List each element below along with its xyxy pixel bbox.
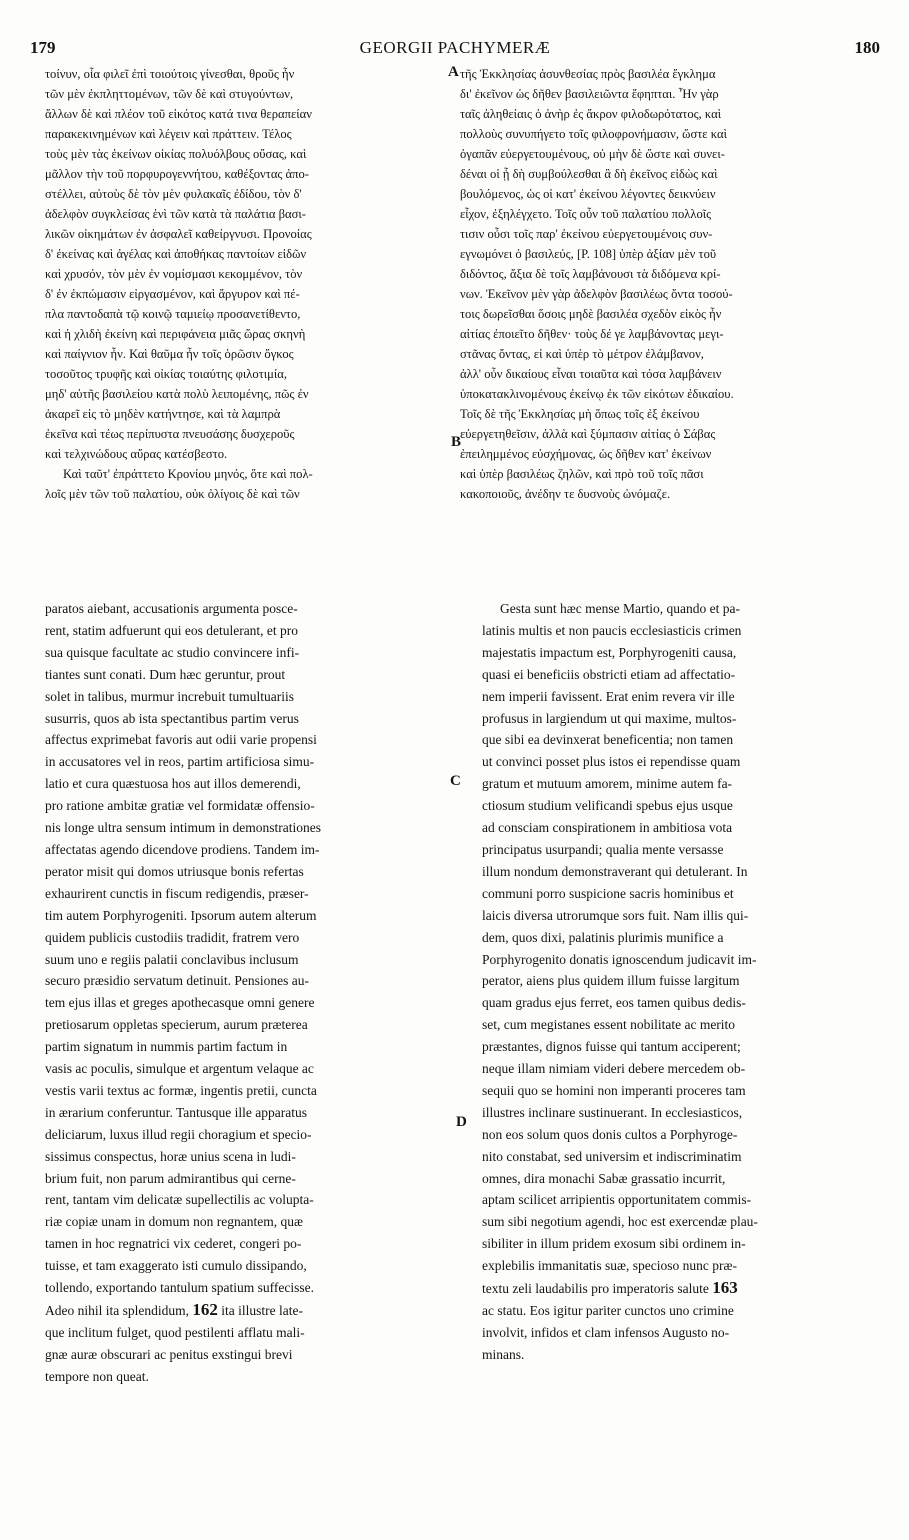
text-line: στᾶνας ὄντας, εἰ καὶ ὑπὲρ τὸ μέτρον ἐλάμβανον, (460, 347, 704, 361)
text-line: principatus usurpandi; qualia mente versasse (482, 841, 724, 857)
text-line: Porphyrogenito donatis ignoscendum judicavit im- (482, 951, 757, 967)
text-line: que sibi ea devinxerat beneficentia; non tamen (482, 732, 734, 748)
text-line: καὶ τελχινώδους αὔρας κατέσβεστο. (45, 447, 228, 461)
text-line: τοις δωρεῖσθαι ὅσοις μηδὲ βασιλέα σχεδὸν εἰκὸς ἦν (460, 307, 722, 321)
text-line: Adeo nihil ita splendidum, 162 ita illustre late- (45, 1300, 303, 1319)
margin-marker-d: D (456, 1114, 467, 1130)
text-line: quidem publicis custodiis tradidit, fratrem vero (45, 929, 300, 945)
text-line: gnæ auræ obscurari ac penitus exstingui brevi (45, 1346, 293, 1362)
text-line: tuisse, et tam exaggerato isti cumulo dissipando, (45, 1258, 307, 1274)
greek-text-right-column (460, 64, 867, 504)
text-line: βουλόμενος, ὡς οἱ κατ' ἐκείνου λέγοντες δεικνύειν (460, 187, 716, 201)
text-line: tem ejus illas et greges apothecasque omni genere (45, 995, 315, 1011)
margin-marker-c: C (450, 773, 461, 789)
original-page-number: 163 (712, 1278, 738, 1298)
text-line: sum sibi negotium agendi, hoc est exercendæ plau- (482, 1214, 758, 1230)
running-title: GEORGII PACHYMERÆ (359, 38, 551, 57)
text-line: πολλοὺς συνυπήγετο τοῖς φιλοφρονήμασιν, ὥστε καὶ (460, 127, 727, 141)
text-line: ac statu. Eos igitur pariter cunctos uno crimine (482, 1303, 734, 1318)
text-line: neque illam nimiam videri debere mercedem ob- (482, 1061, 746, 1077)
text-line: solet in talibus, murmur increbuit tumultuariis (45, 688, 294, 704)
text-line: τοὺς μὲν τὰς ἐκείνων οἰκίας πολυόλβους οὔσας, καὶ (45, 147, 307, 161)
text-line: rent, tantam vim delicatæ supellectilis ac volupta- (45, 1192, 314, 1208)
text-line: brium fuit, non parum admirantibus qui cerne- (45, 1170, 296, 1186)
text-line: τισιν οὖσι τοῖς παρ' ἐκείνου εὐεργετουμένοις συν- (460, 227, 713, 241)
text-line: ὀγαπᾶν εὐεργετουμένους, οὐ μὴν δὲ ὥστε καὶ συνει- (460, 147, 725, 161)
text-line-tail: ita illustre late- (217, 1303, 303, 1318)
text-line: latio et cura quæstuosa hos aut illos demerendi, (45, 776, 301, 792)
text-line: vasis ac poculis, simulque et argentum velaque ac (45, 1061, 314, 1077)
text-line: profusus in largiendum ut qui maxime, multos- (482, 710, 737, 726)
text-line: καὶ ὑπὲρ βασιλέως ζηλῶν, καὶ πρὸ τοῦ τοῖς πᾶσι (460, 467, 704, 481)
text-line: ad consciam conspirationem in ambitiosa vota (482, 820, 733, 836)
text-line: ὑποκατακλινομένους ἐκείνῳ ἐκ τῶν εἰκότων ἐδικαίου. (460, 387, 734, 401)
text-line: ἐκεῖνα καὶ τέως περίπυστα πνευσάσης δυσχεροῦς (45, 427, 295, 441)
text-line: Τοῖς δὲ τῆς Ἐκκλησίας μὴ ὅπως τοῖς ἐξ ἐκείνου (460, 407, 700, 421)
text-line: tollendo, exportando tantulum spatium suffecisse. (45, 1280, 314, 1296)
text-line: paratos aiebant, accusationis argumenta poscе- (45, 601, 298, 616)
text-line: que inclitum fulget, quod pestilenti afflatu mali- (45, 1324, 305, 1340)
text-line: pretiosarum oppletas specierum, aurum præterea (45, 1017, 308, 1033)
text-line: in accusatores vel in reos, partim artificiosa simu- (45, 754, 315, 770)
running-header (30, 38, 880, 62)
text-line: quam gradus ejus ferret, eos tamen quibus dedis- (482, 995, 746, 1011)
text-line: sibiliter in illum pridem exosum sibi ordinem in- (482, 1236, 746, 1252)
text-line: affectatas agendo dicendove prodiens. Tandem im- (45, 841, 320, 857)
text-line: suum uno e regiis palatii conclavibus inclusum (45, 951, 299, 967)
text-line: omnes, dira monachi Sabæ grassatio incurrit, (482, 1170, 726, 1186)
text-line: præstantes, dignos fuisse qui tantum acciperent; (482, 1039, 741, 1055)
greek-text-left-column (45, 64, 445, 504)
page-number-left: 179 (30, 38, 56, 57)
latin-translation-right-column (482, 598, 867, 1366)
text-line: textu zeli laudabilis pro imperatoris salute 163 (482, 1278, 738, 1298)
text-line: riæ copiæ unam in domum non regnantem, quæ (45, 1214, 303, 1230)
text-line: Καὶ ταῦτ' ἐπράττετο Κρονίου μηνός, ὅτε καὶ πολ- (63, 467, 313, 481)
text-line: non eos solum quos donis cultos a Porphyroge- (482, 1126, 738, 1142)
page-number-right: 180 (854, 38, 880, 57)
text-line: quasi ei beneficiis obstricti etiam ad affectatio- (482, 666, 736, 682)
text-line: majestatis impactum est, Porphyrogeniti causa, (482, 644, 737, 660)
text-line: ctiosum studium velificandi spebus ejus usque (482, 798, 733, 814)
text-line: partim signatum in nummis partim factum in (45, 1039, 288, 1055)
text-line: λοῖς μὲν τῶν τοῦ παλατίου, οὐκ ὀλίγοις δὲ καὶ τῶν (45, 487, 300, 501)
text-line: τοίνυν, οἷα φιλεῖ ἐπὶ τοιούτοις γίνεσθαι, θροῦς ἦν (45, 67, 295, 81)
text-line: πλα παντοδαπὰ τῷ κοινῷ ταμιείῳ προσανετίθεντο, (45, 307, 301, 321)
text-line: μᾶλλον τὴν τοῦ πορφυρογεννήτου, καθέξοντας ἀπο- (45, 167, 309, 181)
text-line: sua quisque facultate ac studio convincere infi- (45, 644, 300, 660)
text-line: εὐεργετηθεῖσιν, ἀλλὰ καὶ ξύμπασιν αἰτίας ὁ Σάβας (460, 427, 716, 441)
latin-translation-left-column (45, 598, 450, 1388)
text-line: τῆς Ἐκκλησίας ἀσυνθεσίας πρὸς βασιλέα ἔγκλημα (460, 67, 716, 81)
text-line: dem, quos dixi, palatinis plurimis munifice a (482, 929, 724, 945)
text-line: perator, aiens plus quidem illum fuisse largitum (482, 973, 740, 989)
text-line: communi porro suspicione sacris hominibus et (482, 885, 734, 901)
text-line: διδόντος, ἄξια δὲ τοῖς λαμβάνουσι τὰ διδόμενα κρί- (460, 267, 721, 281)
text-line: susurris, quos ab ista spectantibus partim verus (45, 710, 299, 726)
text-line: nis longe ultra sensum intimum in demonstrationes (45, 820, 321, 836)
text-line: minans. (482, 1346, 525, 1362)
text-line: στέλλει, αὐτοὺς δὲ τὸν μὲν φυλακαῖς ἐδίδου, τὸν δ' (45, 187, 302, 201)
text-line: καὶ ἡ χλιδὴ ἐκείνη καὶ περιφάνεια μιᾶς ὥρας σκηνὴ (45, 327, 306, 341)
text-line: ut convinci posset plus istos ei rependisse quam (482, 754, 741, 770)
text-line: τῶν μὲν ἐκπληττομένων, τῶν δὲ καὶ στυγούντων, (45, 87, 294, 101)
text-line: sissimus conspectus, horæ unius scena in ludi- (45, 1148, 296, 1164)
text-line: δέναι οἱ ᾗ δὴ συμβούλεσθαι ἃ δὴ ἐκεῖνος εἰδὼς καὶ (460, 167, 718, 181)
text-line: vestis varii textus ac formæ, ingentis pretii, cuncta (45, 1082, 317, 1098)
text-line: ἀλλ' οὖν δικαίους εἶναι τοιαῦτα καὶ τόσα λαμβάνειν (460, 367, 722, 381)
text-line: παρακεκινημένων καὶ λέγειν καὶ πράττειν. Τέλος (45, 127, 292, 141)
text-line: laicis diversa utrorumque sors fuit. Nam illis qui- (482, 907, 749, 923)
text-line: aptam scilicet arripientis opportunitatem commis- (482, 1192, 752, 1208)
text-line: εἶχον, ἐξηλέγχετο. Τοῖς οὖν τοῦ παλατίου πολλοῖς (460, 207, 712, 221)
text-line: καὶ παίγνιον ἦν. Καὶ θαῦμα ἦν τοῖς ὁρῶσιν ὄγκος (45, 347, 294, 361)
text-line: ἀκαρεῖ εἰς τὸ μηδὲν κατήντησε, καὶ τὰ λαμπρὰ (45, 407, 281, 421)
text-line: νων. Ἐκεῖνον μὲν γὰρ ἀδελφὸν βασιλέως ὄντα τοσού- (460, 287, 733, 301)
text-line: sequii quo se homini non imperanti proceres tam (482, 1082, 746, 1098)
text-line: exhaurirent cunctis in fiscum redigendis, præser- (45, 885, 309, 901)
text-line: perator misit qui domos utriusque bonis refertas (45, 863, 304, 879)
text-line: nito constabat, sed universim et indiscriminatim (482, 1148, 742, 1164)
text-line: tamen in hoc regnatrici vix cederet, congeri po- (45, 1236, 302, 1252)
text-line: latinis multis et non paucis ecclesiasticis crimen (482, 622, 742, 638)
text-line: μηδ' αὐτῆς βασιλείου κατὰ πολὺ λειπομένης, πῶς ἐν (45, 387, 309, 401)
text-line: λικῶν οἰκημάτων ἐν ἀσφαλεῖ καθείργνυσι. Προνοίας (45, 227, 312, 241)
text-line: τοσοῦτος τρυφῆς καὶ οἰκίας τοιαύτης φιλοτιμία, (45, 367, 288, 381)
text-line: καὶ χρυσόν, τὸν μὲν ἐν νομίσμασι κεκομμένον, τὸν (45, 267, 303, 281)
text-line: ἀδελφὸν συγκλείσας ἑνὶ τῶν κατὰ τὰ παλάτια βασι- (45, 207, 306, 221)
text-line: ταῖς ἀληθείαις ὁ ἀνὴρ ἐς ἄκρον φιλοδωρότατος, καὶ (460, 107, 722, 121)
text-line: pro ratione ambitæ gratiæ vel formidatæ offensio- (45, 798, 315, 814)
text-line: Gesta sunt hæc mense Martio, quando et pa- (500, 601, 740, 616)
text-line: κακοποιοῦς, ἀνέδην τε δυσνοὺς ὠνόμαζε. (460, 487, 671, 501)
text-line: illum nondum demonstraverant qui detulerant. In (482, 863, 748, 879)
text-line: ἄλλων δὲ καὶ πλέον τοῦ εἰκότος κατά τινα θεραπείαν (45, 107, 312, 121)
text-line: ἐπειλημμένος εὐσχήμονας, ὡς δῆθεν κατ' ἐκείνων (460, 447, 712, 461)
text-line: deliciarum, luxus illud regii choragium et specio- (45, 1126, 312, 1142)
text-line: εγνωμόνει ὁ βασιλεύς, [P. 108] ὑπὲρ ἀξίαν μὲν τοῦ (460, 247, 717, 261)
text-line: illustres inclinare sustinuerant. In ecclesiasticos, (482, 1104, 743, 1120)
text-line: involvit, infidos et clam infensos Augusto no- (482, 1324, 730, 1340)
text-line: tiantes sunt conati. Dum hæc geruntur, prout (45, 666, 286, 682)
text-line: tempore non queat. (45, 1368, 149, 1384)
text-line: tim autem Porphyrogeniti. Ipsorum autem alterum (45, 907, 317, 923)
text-line: securo præsidio servatum detinuit. Pensiones au- (45, 973, 309, 989)
text-line: affectus exprimebat favoris aut odii varie propensi (45, 732, 317, 748)
text-line: δι' ἐκεῖνον ὡς δῆθεν βασιλειῶντα ἔφηπται. Ἦν γὰρ (460, 87, 719, 101)
text-line: nem imperii favissent. Erat enim revera vir ille (482, 688, 735, 704)
text-line: δ' ἐν ἐκπώμασιν εἰργασμένον, καὶ ἄργυρον καὶ πέ- (45, 287, 300, 301)
margin-marker-a: A (448, 64, 459, 80)
text-line: αἰτίας ἐποιεῖτο δῆθεν· τοὺς δέ γε λαμβάνοντας μεγι- (460, 327, 724, 341)
text-line: rent, statim adfuerunt qui eos detulerant, et pro (45, 622, 299, 638)
text-line: gratum et mutuum amorem, minime autem fa- (482, 776, 733, 792)
text-line: in ærarium conferuntur. Tantusque ille apparatus (45, 1104, 307, 1120)
text-line: δ' ἐκείνας καὶ ἀγέλας καὶ ἀποθήκας παντοίων εἰδῶν (45, 247, 307, 261)
original-page-number: 162 (192, 1300, 218, 1319)
text-line: set, cum megistanes essent nobilitate ac merito (482, 1017, 736, 1033)
margin-marker-b: B (451, 434, 462, 450)
text-line: explebilis immanitatis suæ, specioso nunc præ- (482, 1258, 737, 1274)
